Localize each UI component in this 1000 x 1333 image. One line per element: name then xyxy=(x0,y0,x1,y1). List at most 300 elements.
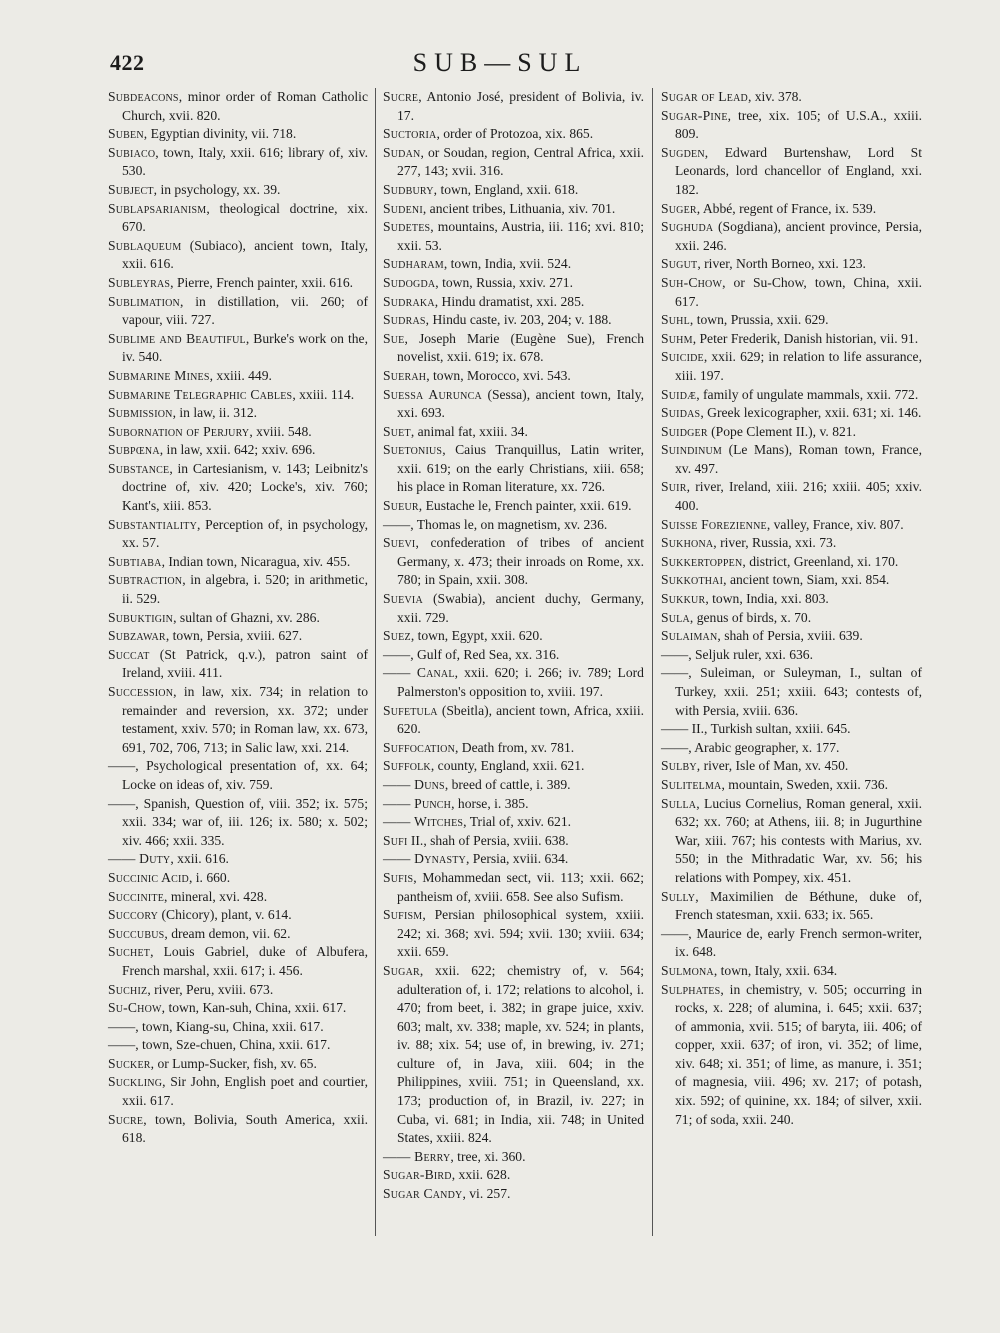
index-entry xyxy=(383,218,644,255)
entry-text: , horse, i. 385. xyxy=(451,795,529,811)
entry-text: , family of ungulate mammals, xxii. 772. xyxy=(696,386,919,402)
index-entry xyxy=(661,571,922,590)
entry-text: , Burke's work on the, iv. 540. xyxy=(122,330,368,365)
entry-headword: Submission xyxy=(108,405,173,421)
index-entry xyxy=(108,850,368,869)
entry-headword: Sudharam xyxy=(383,256,444,272)
entry-text: , or Su-Chow, town, China, xxii. 617. xyxy=(675,274,922,309)
index-entry xyxy=(661,553,922,572)
entry-headword: Suidæ xyxy=(661,386,697,402)
index-entry xyxy=(108,999,368,1018)
index-entry xyxy=(661,311,922,330)
index-entry xyxy=(383,646,644,665)
index-entry xyxy=(661,627,922,646)
entry-headword: Sucre xyxy=(108,1111,144,1127)
entry-headword: Sue xyxy=(383,330,405,346)
index-entry xyxy=(108,925,368,944)
entry-text: , Maximilien de Béthune, duke of, French statesman, xxii. 633; ix. 565. xyxy=(675,888,922,923)
entry-text: , in law, xxii. 642; xxiv. 696. xyxy=(159,442,316,458)
entry-text: , Edward Burtenshaw, Lord St Leonards, lord chancellor of England, xxi. 182. xyxy=(675,144,922,197)
index-entry xyxy=(661,330,922,349)
index-entry xyxy=(383,441,644,497)
entry-text: , theological doctrine, xix. 670. xyxy=(122,200,368,235)
entry-headword: Succat xyxy=(108,646,150,662)
index-entry xyxy=(108,869,368,888)
entry-headword: Suisse Forezienne xyxy=(661,516,767,532)
entry-headword: Sukkertoppen xyxy=(661,553,743,569)
index-entry xyxy=(383,906,644,962)
entry-headword: Suh-Chow xyxy=(661,274,723,290)
entry-headword: Subject xyxy=(108,181,154,197)
index-entry xyxy=(661,107,922,144)
entry-text: ——, town, Sze-chuen, China, xxii. 617. xyxy=(108,1037,331,1053)
entry-text: , town, Egypt, xxii. 620. xyxy=(410,628,543,644)
entry-headword: Submarine Telegraphic Cables xyxy=(108,386,293,402)
index-column-3 xyxy=(661,88,922,1129)
index-entry xyxy=(108,144,368,181)
entry-headword: Suben xyxy=(108,126,144,142)
index-entry xyxy=(108,200,368,237)
index-entry xyxy=(661,664,922,720)
index-entry xyxy=(108,571,368,608)
entry-text: ——, Thomas le, on magnetism, xv. 236. xyxy=(383,516,608,532)
index-entry xyxy=(661,757,922,776)
entry-text: ——, Arabic geographer, x. 177. xyxy=(661,739,840,755)
index-entry xyxy=(383,1185,644,1204)
entry-text: , dream demon, vii. 62. xyxy=(164,925,291,941)
index-entry xyxy=(108,757,368,794)
entry-headword: Suidas xyxy=(661,405,701,421)
index-entry xyxy=(661,590,922,609)
entry-headword: Subdeacons xyxy=(108,89,179,104)
entry-headword: Suidger xyxy=(661,423,708,439)
entry-headword: Sully xyxy=(661,888,696,904)
entry-headword: —— Dynasty xyxy=(383,851,466,867)
entry-text: , xviii. 548. xyxy=(249,423,312,439)
entry-text: , river, Ireland, xiii. 216; xxiii. 405; xxiv. 400. xyxy=(675,479,922,514)
entry-text: , Hindu dramatist, xxi. 285. xyxy=(434,293,585,309)
entry-text: , town, Kan-suh, China, xxii. 617. xyxy=(161,1000,347,1016)
entry-headword: Sulby xyxy=(661,758,697,774)
entry-headword: Sugut xyxy=(661,256,698,272)
entry-text: , Peter Frederik, Danish historian, vii. 91. xyxy=(692,330,919,346)
entry-text: , river, Isle of Man, xv. 450. xyxy=(696,758,849,774)
entry-text: , Eustache le, French painter, xxii. 619. xyxy=(418,498,632,514)
index-entry xyxy=(661,144,922,200)
entry-text: , town, Bolivia, South America, xxii. 618. xyxy=(122,1111,368,1146)
index-entry xyxy=(108,1055,368,1074)
index-entry xyxy=(108,423,368,442)
index-entry xyxy=(661,274,922,311)
index-entry xyxy=(383,311,644,330)
entry-headword: Sudogda xyxy=(383,274,436,290)
index-entry xyxy=(108,1018,368,1037)
index-entry xyxy=(383,1148,644,1167)
entry-text: , Antonio José, president of Bolivia, iv. 17. xyxy=(397,89,644,123)
entry-text: , in distillation, vii. 260; of vapour, viii. 727. xyxy=(122,293,368,328)
entry-headword: Suchiz xyxy=(108,981,148,997)
entry-headword: Sufism xyxy=(383,907,423,923)
index-entry xyxy=(383,813,644,832)
index-entry xyxy=(383,423,644,442)
index-entry xyxy=(108,943,368,980)
entry-headword: Sublimation xyxy=(108,293,180,309)
entry-text: ——, Psychological presentation of, xx. 64; Locke on ideas of, xiv. 759. xyxy=(108,758,368,792)
index-entry xyxy=(661,534,922,553)
entry-text: , Trial of, xxiv. 621. xyxy=(463,814,572,830)
entry-headword: Sublime and Beautiful xyxy=(108,330,246,346)
entry-headword: Sugar of Lead xyxy=(661,89,748,104)
entry-text: , Pierre, French painter, xxii. 616. xyxy=(170,274,354,290)
index-entry xyxy=(383,144,644,181)
index-entry xyxy=(661,348,922,385)
entry-headword: Su-Chow xyxy=(108,1000,162,1016)
entry-text: II., shah of Persia, xviii. 638. xyxy=(407,832,569,848)
entry-text: , town, India, xxi. 803. xyxy=(705,591,829,607)
entry-text: , Hindu caste, iv. 203, 204; v. 188. xyxy=(425,312,612,328)
entry-text: , town, Prussia, xxii. 629. xyxy=(689,312,829,328)
entry-headword: Sudraka xyxy=(383,293,435,309)
entry-headword: Suetonius xyxy=(383,442,443,458)
entry-headword: Suckling xyxy=(108,1074,163,1090)
entry-headword: Subzawar xyxy=(108,628,166,644)
index-entry xyxy=(383,795,644,814)
index-entry xyxy=(383,330,644,367)
entry-text: , in algebra, i. 520; in arithmetic, ii. 529. xyxy=(122,572,368,607)
entry-text: (Le Mans), Roman town, France, xv. 497. xyxy=(675,442,922,476)
entry-headword: Submarine Mines xyxy=(108,367,210,383)
entry-headword: Sublapsarianism xyxy=(108,200,207,216)
entry-text: , xxii. 628. xyxy=(451,1167,511,1183)
index-entry xyxy=(383,534,644,590)
index-entry xyxy=(108,237,368,274)
entry-headword: —— Berry xyxy=(383,1148,451,1164)
entry-text: , Persia, xviii. 634. xyxy=(465,851,569,867)
index-entry xyxy=(108,88,368,125)
entry-text: (Swabia), ancient duchy, Germany, xxii. 729. xyxy=(397,591,644,625)
column-divider xyxy=(375,88,376,1236)
entry-text: , valley, France, xiv. 807. xyxy=(766,516,904,532)
index-entry xyxy=(661,423,922,442)
entry-headword: Sulitelma xyxy=(661,776,722,792)
index-entry xyxy=(661,962,922,981)
index-entry xyxy=(108,906,368,925)
index-entry xyxy=(383,125,644,144)
index-entry xyxy=(108,1111,368,1148)
index-entry xyxy=(108,1073,368,1110)
entry-text: , Death from, xv. 781. xyxy=(455,739,575,755)
entry-headword: —— Canal xyxy=(383,665,455,681)
index-entry xyxy=(108,795,368,851)
index-entry xyxy=(383,367,644,386)
index-entry xyxy=(661,255,922,274)
entry-headword: Sugden xyxy=(661,144,705,160)
index-entry xyxy=(383,702,644,739)
index-entry xyxy=(383,200,644,219)
entry-headword: Substance xyxy=(108,460,170,476)
entry-headword: Sudras xyxy=(383,312,426,328)
entry-text: , river, Peru, xviii. 673. xyxy=(147,981,274,997)
entry-text: , shah of Persia, xviii. 639. xyxy=(717,628,863,644)
entry-headword: Sudbury xyxy=(383,181,434,197)
index-entry xyxy=(108,441,368,460)
entry-text: (Sogdiana), ancient province, Persia, xxii. 246. xyxy=(675,219,922,253)
index-entry xyxy=(383,386,644,423)
entry-text: , Lucius Cornelius, Roman general, xxii. 632; xx. 760; at Athens, iii. 8; in Jugurthine War, xiii. 767; his contests with Marius, xv. 550; in the Mithradatic War, xv. 56; his relations with Pompey, xix. 451. xyxy=(675,795,922,885)
index-column-1 xyxy=(108,88,368,1148)
index-entry xyxy=(108,274,368,293)
entry-text: ——, Seljuk ruler, xxi. 636. xyxy=(661,646,813,662)
index-entry xyxy=(383,850,644,869)
entry-headword: Substantiality xyxy=(108,516,197,532)
entry-headword: Suffolk xyxy=(383,758,431,774)
index-entry xyxy=(383,627,644,646)
index-entry xyxy=(108,981,368,1000)
entry-headword: Suicide xyxy=(661,349,704,365)
entry-text: , or Lump-Sucker, fish, xv. 65. xyxy=(150,1055,317,1071)
entry-headword: Sublaqueum xyxy=(108,237,182,253)
entry-text: , ancient tribes, Lithuania, xiv. 701. xyxy=(422,200,616,216)
index-entry xyxy=(383,962,644,1148)
index-entry xyxy=(383,776,644,795)
entry-headword: Succory xyxy=(108,907,159,923)
entry-text: (Pope Clement II.), v. 821. xyxy=(707,423,856,439)
entry-headword: Suindinum xyxy=(661,442,723,458)
index-entry xyxy=(383,293,644,312)
entry-text: , Joseph Marie (Eugène Sue), French novelist, xxii. 619; ix. 678. xyxy=(397,330,644,365)
entry-headword: Sukkothai xyxy=(661,572,724,588)
entry-text: (Chicory), plant, v. 614. xyxy=(158,907,292,923)
running-head: SUB—SUL xyxy=(412,48,588,77)
entry-headword: Suez xyxy=(383,628,411,644)
entry-headword: Suessa Aurunca xyxy=(383,386,482,402)
entry-headword: Suhl xyxy=(661,312,690,328)
entry-text: , district, Greenland, xi. 170. xyxy=(742,553,899,569)
index-entry xyxy=(661,88,922,107)
index-entry xyxy=(661,776,922,795)
entry-text: ——, Maurice de, early French sermon-writer, ix. 648. xyxy=(661,925,922,960)
entry-headword: Subornation of Perjury xyxy=(108,423,250,439)
entry-text: , county, England, xxii. 621. xyxy=(430,758,585,774)
entry-headword: Sulmona xyxy=(661,962,714,978)
index-entry xyxy=(661,739,922,758)
entry-text: , vi. 257. xyxy=(462,1186,511,1202)
entry-text: , town, Persia, xviii. 627. xyxy=(165,628,303,644)
entry-text: ——, town, Kiang-su, China, xxii. 617. xyxy=(108,1018,324,1034)
entry-text: (Sessa), ancient town, Italy, xxi. 693. xyxy=(397,386,645,421)
entry-text: , xxii. 622; chemistry of, v. 564; adulteration of, i. 172; relations to alcohol, i. 470; from beet, i. 382; in grape juice, xxiv. 603; malt, xv. 338; maple, xv. 524; in plants, iv. 88; xix. 54; use of, in brewing, iv. 271; culture of, in Java, xiii. 604; in the Philippines, xviii. 751; in Queensland, xx. 173; production of, in Brazil, iv. 227; in Cuba, vi. 681; in India, xii. 748; in United States, xxiii. 824. xyxy=(397,962,644,1146)
entry-headword: Sugar xyxy=(383,962,420,978)
index-entry xyxy=(383,497,644,516)
entry-headword: Sudan xyxy=(383,144,421,160)
entry-text: , town, Italy, xxii. 634. xyxy=(713,962,838,978)
entry-headword: Sufi xyxy=(383,832,408,848)
entry-headword: Suet xyxy=(383,423,411,439)
entry-headword: Suffocation xyxy=(383,739,455,755)
entry-headword: Sula xyxy=(661,609,690,625)
entry-text: , in law, xix. 734; in relation to remainder and reversion, xx. 372; under testament, xxiv. 570; in Roman law, xx. 673, 691, 702, 706, 713; in Salic law, xxi. 214. xyxy=(122,684,368,755)
entry-headword: Suger xyxy=(661,200,697,216)
entry-text: , confederation of tribes of ancient Germany, x. 473; their inroads on Rome, xx. 780; in Spain, xxii. 308. xyxy=(397,535,644,588)
entry-text: , or Soudan, region, Central Africa, xxii. 277, 143; xvii. 316. xyxy=(397,144,644,179)
entry-headword: Sucker xyxy=(108,1055,151,1071)
entry-headword: Sulla xyxy=(661,795,697,811)
index-entry xyxy=(383,274,644,293)
entry-headword: Sufis xyxy=(383,869,414,885)
column-divider xyxy=(652,88,653,1236)
entry-text: , xxii. 616. xyxy=(170,851,229,867)
entry-headword: Sugar Candy xyxy=(383,1186,463,1202)
index-entry xyxy=(383,516,644,535)
index-entry xyxy=(661,720,922,739)
entry-headword: Sulaiman xyxy=(661,628,718,644)
entry-text: , minor order of Roman Catholic Church, xvii. 820. xyxy=(122,89,368,123)
index-entry xyxy=(383,757,644,776)
index-entry xyxy=(108,627,368,646)
index-entry xyxy=(108,125,368,144)
entry-text: —— II., Turkish sultan, xxiii. 645. xyxy=(661,721,851,737)
entry-text: , river, North Borneo, xxi. 123. xyxy=(697,256,866,272)
entry-text: , in Cartesianism, v. 143; Leibnitz's doctrine of, xiv. 420; Locke's, xiv. 760; Kant's, xiii. 853. xyxy=(122,460,368,514)
index-entry xyxy=(661,516,922,535)
index-entry xyxy=(108,367,368,386)
entry-headword: Suctoria xyxy=(383,126,437,142)
index-entry xyxy=(661,646,922,665)
entry-text: , Caius Tranquillus, Latin writer, xxii. 619; on the early Christians, xiii. 658; his place in Roman literature, xx. 726. xyxy=(397,442,644,495)
entry-headword: Subleyras xyxy=(108,274,171,290)
entry-headword: Suchet xyxy=(108,944,151,960)
entry-headword: —— Duns xyxy=(383,776,445,792)
index-entry xyxy=(108,646,368,683)
entry-headword: Suir xyxy=(661,479,687,495)
entry-text: , tree, xi. 360. xyxy=(450,1148,526,1164)
entry-text: (St Patrick, q.v.), patron saint of Ireland, xviii. 411. xyxy=(122,646,368,681)
index-entry xyxy=(383,88,644,125)
entry-text: , order of Protozoa, xix. 865. xyxy=(436,126,594,142)
index-entry xyxy=(661,404,922,423)
entry-text: , town, Morocco, xvi. 543. xyxy=(426,367,571,383)
entry-headword: Subpœna xyxy=(108,442,160,458)
entry-text: ——, Suleiman, or Suleyman, I., sultan of Turkey, xxii. 251; xxiii. 643; contests of, with Persia, xviii. 636. xyxy=(661,665,922,718)
entry-text: , xxii. 629; in relation to life assurance, xiii. 197. xyxy=(675,349,922,383)
index-entry xyxy=(383,181,644,200)
entry-headword: Succubus xyxy=(108,925,165,941)
index-entry xyxy=(108,683,368,757)
index-entry xyxy=(661,609,922,628)
index-entry xyxy=(108,386,368,405)
entry-headword: Sugar-Pine xyxy=(661,107,728,123)
entry-headword: Suerah xyxy=(383,367,427,383)
index-entry xyxy=(661,478,922,515)
entry-text: (Sbeitla), ancient town, Africa, xxiii. 620. xyxy=(397,702,644,737)
index-entry xyxy=(661,925,922,962)
entry-headword: Suhm xyxy=(661,330,693,346)
entry-text: , xxiii. 114. xyxy=(292,386,355,402)
entry-text: , Mohammedan sect, vii. 113; xxii. 662; pantheism of, xviii. 658. See also Sufism. xyxy=(397,869,644,904)
entry-text: , Indian town, Nicaragua, xiv. 455. xyxy=(161,553,351,569)
index-entry xyxy=(383,664,644,701)
entry-headword: Succinite xyxy=(108,888,165,904)
index-entry xyxy=(383,832,644,851)
entry-headword: —— Duty xyxy=(108,851,171,867)
entry-headword: Sulphates xyxy=(661,981,721,997)
index-entry xyxy=(661,888,922,925)
entry-text: , town, Italy, xxii. 616; library of, xiv. 530. xyxy=(122,144,368,179)
entry-text: , in law, ii. 312. xyxy=(172,405,258,421)
entry-headword: Sukkur xyxy=(661,591,706,607)
index-entry xyxy=(383,1166,644,1185)
entry-headword: Sukhona xyxy=(661,535,714,551)
entry-text: , mountains, Austria, iii. 116; xvi. 810; xxii. 53. xyxy=(397,219,644,253)
entry-text: , xiv. 378. xyxy=(747,89,802,104)
index-entry xyxy=(661,981,922,1130)
entry-text: , in psychology, xx. 39. xyxy=(153,181,281,197)
entry-headword: Subtiaba xyxy=(108,553,162,569)
entry-text: , Sir John, English poet and courtier, xxii. 617. xyxy=(122,1074,368,1109)
entry-headword: Sucre xyxy=(383,89,419,104)
index-entry xyxy=(383,590,644,627)
index-entry xyxy=(108,293,368,330)
entry-headword: Succinic Acid xyxy=(108,869,189,885)
entry-text: , mountain, Sweden, xxii. 736. xyxy=(721,776,888,792)
index-entry xyxy=(108,553,368,572)
index-entry xyxy=(383,739,644,758)
entry-text: , town, England, xxii. 618. xyxy=(433,181,579,197)
entry-text: , mineral, xvi. 428. xyxy=(164,888,268,904)
entry-headword: Suevi xyxy=(383,535,416,551)
index-entry xyxy=(108,460,368,516)
index-entry xyxy=(661,200,922,219)
entry-text: , i. 660. xyxy=(188,869,231,885)
entry-text: , ancient town, Siam, xxi. 854. xyxy=(723,572,890,588)
entry-text: , tree, xix. 105; of U.S.A., xxiii. 809. xyxy=(675,107,922,142)
index-entry xyxy=(661,441,922,478)
entry-text: ——, Gulf of, Red Sea, xx. 316. xyxy=(383,646,560,662)
entry-headword: Sufetula xyxy=(383,702,438,718)
entry-text: , Persian philosophical system, xxiii. 242; xi. 368; xvi. 594; xvii. 130; xviii. 634; xxii. 659. xyxy=(397,907,644,960)
index-entry xyxy=(661,218,922,255)
entry-text: , genus of birds, x. 70. xyxy=(689,609,812,625)
entry-text: , Perception of, in psychology, xx. 57. xyxy=(122,516,368,551)
index-entry xyxy=(108,181,368,200)
entry-headword: Succession xyxy=(108,684,174,699)
entry-text: , Louis Gabriel, duke of Albufera, French marshal, xxii. 617; i. 456. xyxy=(122,944,368,978)
index-entry xyxy=(383,255,644,274)
entry-text: , breed of cattle, i. 389. xyxy=(444,776,571,792)
index-entry xyxy=(108,609,368,628)
page-number: 422 xyxy=(110,50,145,75)
entry-text: , Greek lexicographer, xxii. 631; xi. 146. xyxy=(700,405,922,421)
entry-text: , in chemistry, v. 505; occurring in rocks, x. 228; of alumina, i. 645; xxii. 637; of ammonia, xvii. 515; of baryta, iii. 406; of copper, xxii. 637; of iron, vi. 352; of lime, xiv. 648; xi. 351; of lime, as manure, i. 351; of magnesia, viii. 496; xv. 217; of potash, xix. 592; of quinine, xx. 184; of silver, xxii. 71; of soda, xxii. 240. xyxy=(675,981,922,1127)
index-column-2 xyxy=(383,88,644,1204)
index-entry xyxy=(108,404,368,423)
entry-text: , town, India, xvii. 524. xyxy=(443,256,572,272)
index-entry xyxy=(108,330,368,367)
index-entry xyxy=(108,1036,368,1055)
entry-headword: Sudeni xyxy=(383,200,423,216)
entry-text: , sultan of Ghazni, xv. 286. xyxy=(173,609,320,625)
entry-headword: Sueur xyxy=(383,498,419,514)
entry-text: ——, Spanish, Question of, viii. 352; ix. 575; xxii. 334; war of, iii. 126; ix. 580; x. 502; xiv. 466; xxii. 335. xyxy=(108,795,368,848)
entry-headword: —— Witches xyxy=(383,814,464,830)
entry-text: , Egyptian divinity, vii. 718. xyxy=(143,126,297,142)
entry-headword: Subuktigin xyxy=(108,609,174,625)
entry-text: , xxiii. 449. xyxy=(209,367,272,383)
entry-text: , Abbé, regent of France, ix. 539. xyxy=(696,200,877,216)
index-entry xyxy=(383,869,644,906)
entry-text: , town, Russia, xxiv. 271. xyxy=(435,274,573,290)
entry-headword: Sughuda xyxy=(661,219,714,235)
